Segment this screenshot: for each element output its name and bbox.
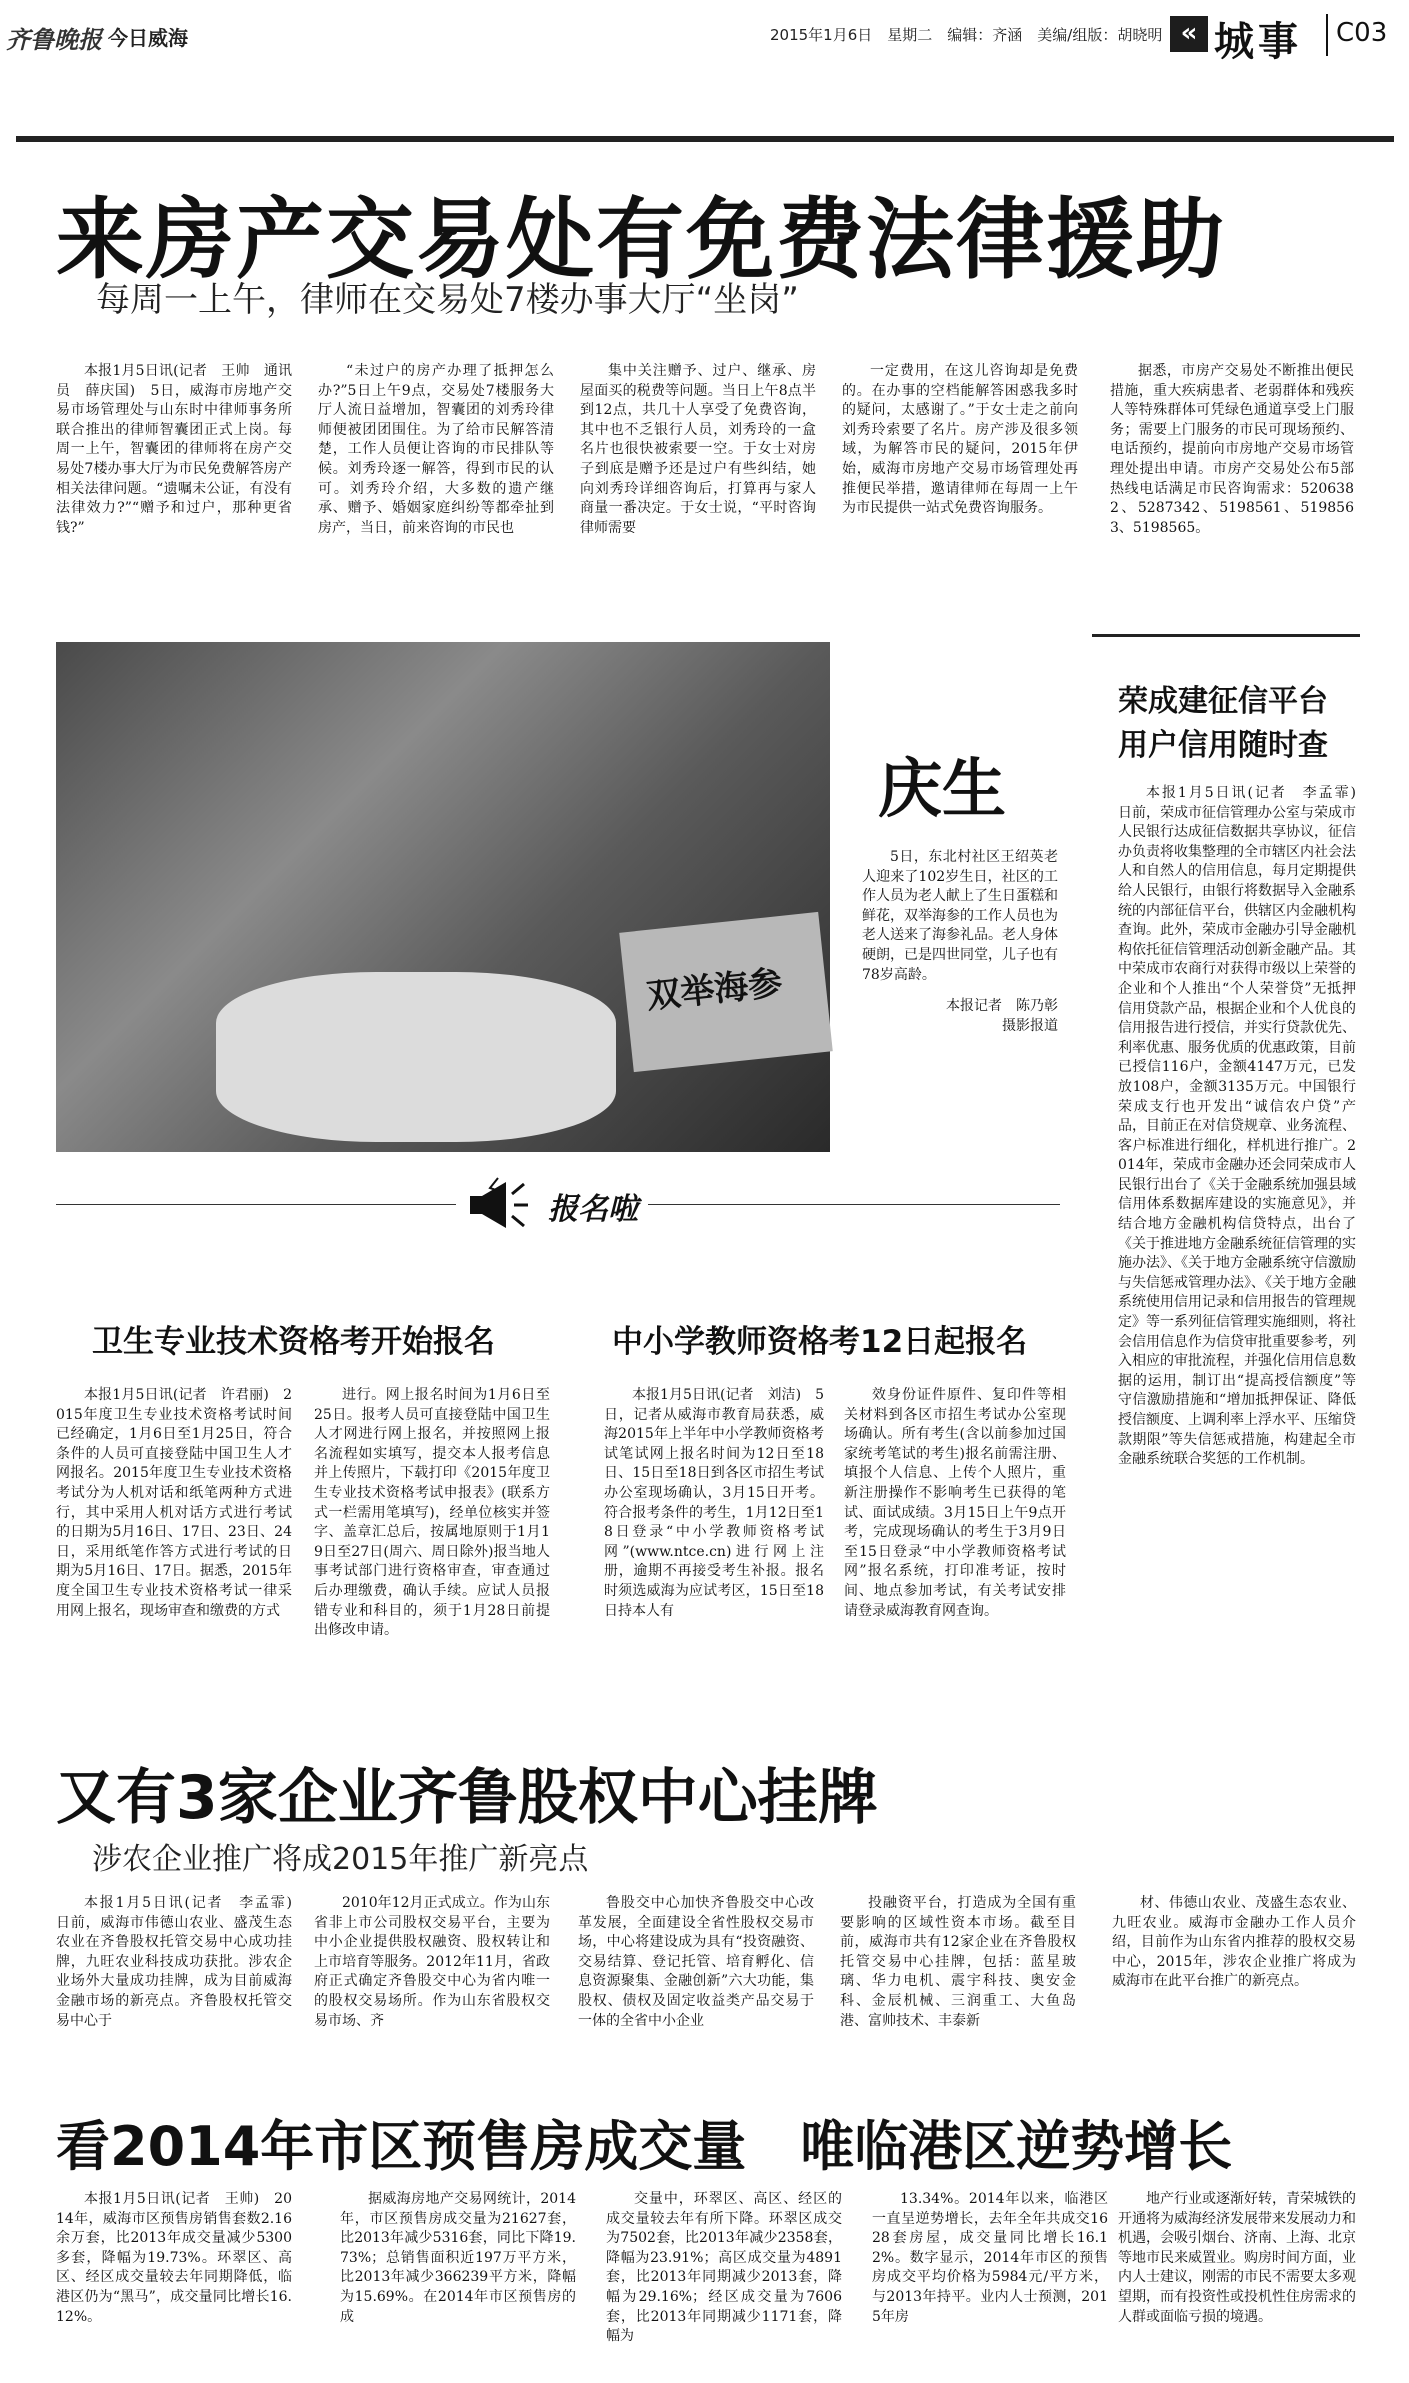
- chevron-left-icon: «: [1170, 16, 1208, 52]
- birthday-photo: [56, 642, 830, 1152]
- story1-column-2: “未过户的房产办理了抵押怎么办?”5日上午9点，交易处7楼服务大厅人流日益增加，智囊团的刘秀玲律师便被团团围住。为了给市民解答清楚，工作人员便让咨询的市民排队等候。刘秀玲逐一解答，得到市民的认可。刘秀玲介绍，大多数的遗产继承、赠予、婚姻家庭纠纷等都牵扯到房产，当日，前来咨询的市民也: [318, 363, 554, 536]
- story1-column-1: 本报1月5日讯(记者 王帅 通讯员 薛庆国) 5日，威海市房地产交易市场管理处与山东时中律师事务所联合推出的律师智囊团正式上岗。每周一上午，智囊团的律师将在房产交易处7楼办事大厅为市民免费解答房产相关法律问题。“遗嘱未公证，有没有法律效力?”“赠予和过户，那种更省钱?”: [56, 363, 292, 536]
- story2-headline: 卫生专业技术资格考开始报名: [92, 1324, 495, 1360]
- story1-subhead: 每周一上午，律师在交易处7楼办事大厅“坐岗”: [96, 280, 799, 320]
- story1-column-5: 据悉，市房产交易处不断推出便民措施，重大疾病患者、老弱群体和残疾人等特殊群体可凭绿色通道享受上门服务；需要上门服务的市民可现场预约、电话预约，提前向市房地产交易市场管理处提出申请。市房产交易处公布5部热线电话满足市民咨询需求：5206382、5287342、5198561、5198563、5198565。: [1110, 363, 1354, 536]
- masthead-rule: [16, 136, 1394, 142]
- photo-caption: 5日，东北村社区王绍英老人迎来了102岁生日，社区的工作人员为老人献上了生日蛋糕和鲜花，双举海参的工作人员也为老人送来了海参礼品。老人身体硬朗，已是四世同堂，儿子也有78岁高龄。: [862, 849, 1058, 983]
- story4-column-4: 投融资平台，打造成为全国有重要影响的区域性资本市场。截至目前，威海市共有12家企业在齐鲁股权托管交易中心挂牌，包括：蓝星玻璃、华力电机、震宇科技、奥安金科、金辰机械、三润重工、大鱼岛港、富帅技术、丰泰新: [840, 1895, 1076, 2029]
- story1-column-4: 一定费用，在这儿咨询却是免费的。在办事的空档能解答困惑我多时的疑问，太感谢了。”于女士走之前向刘秀玲索要了名片。房产涉及很多领域，为解答市民的疑问，2015年伊始，威海市房地产交易市场管理处再推便民举措，邀请律师在每周一上午为市民提供一站式免费咨询服务。: [842, 363, 1078, 517]
- story1-column-3: 集中关注赠予、过户、继承、房屋面买的税费等问题。当日上午8点半到12点，共几十人享受了免费咨询，其中也不乏银行人员，刘秀玲的一盒名片也很快被索要一空。于女士对房子到底是赠予还是过户有些纠结，她向刘秀玲详细咨询后，打算再与家人商量一番决定。于女士说，“平时咨询律师需要: [580, 363, 816, 536]
- section-name: 城事: [1214, 19, 1302, 65]
- newspaper-logo: 齐鲁晚报: [6, 25, 102, 54]
- story3-headline: 中小学教师资格考12日起报名: [612, 1324, 1028, 1360]
- sidebar-headline-line1: 荣成建征信平台: [1118, 684, 1328, 719]
- signup-label: 报名啦: [548, 1192, 638, 1227]
- story2-column-1: 本报1月5日讯(记者 许君丽) 2015年度卫生专业技术资格考试时间已经确定，1月6日至1月25日，符合条件的人员可直接登陆中国卫生人才网报名。2015年度卫生专业技术资格考试分为人机对话和纸笔两种方式进行，其中采用人机对话方式进行考试的日期为5月16日、17日、23日、24日，采用纸笔作答方式进行考试的日期为5月16日、17日。据悉，2015年度全国卫生专业技术资格考试一律采用网上报名，现场审查和缴费的方式: [56, 1387, 292, 1619]
- story4-column-5: 材、伟德山农业、茂盛生态农业、九旺农业。威海市金融办工作人员介绍，目前作为山东省内推荐的股权交易中心，2015年，涉农企业推广将成为威海市在此平台推广的新亮点。: [1112, 1895, 1356, 1990]
- sidebar-top-rule: [1092, 634, 1360, 637]
- gift-box-label: 双举海参: [644, 962, 785, 1017]
- story5-column-5: 地产行业或逐渐好转，青荣城铁的开通将为威海经济发展带来发展动力和机遇，会吸引烟台、济南、上海、北京等地市民来威置业。购房时间方面，业内人士建议，刚需的市民不需要太多观望期，而有投资性或投机性住房需求的人群或面临亏损的境遇。: [1118, 2191, 1356, 2325]
- story3-column-1: 本报1月5日讯(记者 刘洁) 5日，记者从威海市教育局获悉，威海2015年上半年中小学教师资格考试笔试网上报名时间为12日至18日、15日至18日到各区市招生考试办公室现场确认，3月15日开考。符合报考条件的考生，1月12日至18日登录“中小学教师资格考试网”(www.ntce.cn)进行网上注册，逾期不再接受考生补报。报名时须选威海为应试考区，15日至18日持本人有: [604, 1387, 824, 1619]
- cake-image: [216, 972, 616, 1142]
- story4-subhead: 涉农企业推广将成2015年推广新亮点: [92, 1842, 589, 1877]
- story2-column-2: 进行。网上报名时间为1月6日至25日。报考人员可直接登陆中国卫生人才网进行网上报名，并按照网上报名流程如实填写，提交本人报考信息并上传照片，下载打印《2015年度卫生专业技术资格考试申报表》(联系方式一栏需用笔填写)，经单位核实并签字、盖章汇总后，按属地原则于1月19日至27日(周六、周日除外)报当地人事考试部门进行资格审查，审查通过后办理缴费，确认手续。应试人员报错专业和科目的，须于1月28日前提出修改申请。: [314, 1387, 550, 1639]
- signup-rule-left: [56, 1204, 456, 1205]
- photo-title: 庆生: [878, 753, 1006, 827]
- story1-headline: 来房产交易处有免费法律援助: [56, 188, 1227, 291]
- story4-column-1: 本报1月5日讯(记者 李孟霏) 日前，威海市伟德山农业、盛茂生态农业在齐鲁股权托管交易中心成功挂牌，九旺农业科技成功获批。涉农企业场外大量成功挂牌，成为目前威海金融市场的新亮点。齐鲁股权托管交易中心于: [56, 1895, 306, 2029]
- story4-column-2: 2010年12月正式成立。作为山东省非上市公司股权交易平台，主要为中小企业提供股权融资、股权转让和上市培育等服务。2012年11月，省政府正式确定齐鲁股交中心为省内唯一的股权交易场所。作为山东省股权交易市场、齐: [314, 1895, 550, 2029]
- story5-column-3: 交量中，环翠区、高区、经区的成交量较去年有所下降。环翠区成交为7502套，比2013年减少2358套，降幅为23.91%；高区成交量为4891套，比2013年同期减少2013套，降幅为29.16%；经区成交量为7606套，比2013年同期减少1171套，降幅为: [606, 2191, 842, 2345]
- story5-column-1: 本报1月5日讯(记者 王帅) 2014年，威海市区预售房销售套数2.16余万套，比2013年成交量减少5300多套，降幅为19.73%。环翠区、高区、经区成交量较去年同期降低，临港区仍为“黑马”，成交量同比增长16.12%。: [56, 2191, 292, 2325]
- dateline: 2015年1月6日 星期二 编辑：齐涵 美编/组版：胡晓明: [770, 26, 1163, 44]
- story5-column-2: 据威海房地产交易网统计，2014年，市区预售房成交量为21627套，比2013年减少5316套，同比下降19.73%；总销售面积近197万平方米，比2013年减少366239平方米，降幅为15.69%。在2014年市区预售房的成: [340, 2191, 576, 2325]
- photo-credit: 本报记者 陈乃彰 摄影报道: [946, 998, 1058, 1034]
- edition-name: 今日威海: [108, 26, 188, 50]
- masthead-divider: [1326, 14, 1328, 56]
- story4-column-3: 鲁股交中心加快齐鲁股交中心改革发展，全面建设全省性股权交易市场，中心将建设成为具有“投资融资、交易结算、登记托管、培育孵化、信息资源聚集、金融创新”六大功能，集股权、债权及固定收益类产品交易于一体的全省中小企业: [578, 1895, 814, 2029]
- story4-headline: 又有3家企业齐鲁股权中心挂牌: [56, 1763, 878, 1833]
- megaphone-icon: [462, 1174, 532, 1234]
- page-number: C03: [1336, 18, 1388, 48]
- signup-rule-right: [648, 1204, 1060, 1205]
- story5-column-4: 13.34%。2014年以来，临港区一直呈逆势增长，去年全年共成交1628套房屋，成交量同比增长16.12%。数字显示，2014年市区的预售房成交平均价格为5984元/平方米，与2013年持平。业内人士预测，2015年房: [872, 2191, 1108, 2325]
- sidebar-headline-line2: 用户信用随时查: [1118, 728, 1328, 763]
- story3-column-2: 效身份证件原件、复印件等相关材料到各区市招生考试办公室现场确认。所有考生(含以前参加过国家统考笔试的考生)报名前需注册、填报个人信息、上传个人照片，重新注册操作不影响考生已获得的笔试、面试成绩。3月15日上午9点开考，完成现场确认的考生于3月9日至15日登录“中小学教师资格考试网”报名系统，打印准考证，按时间、地点参加考试，有关考试安排请登录威海教育网查询。: [844, 1387, 1066, 1619]
- story5-headline: 看2014年市区预售房成交量 唯临港区逆势增长: [56, 2115, 1233, 2178]
- sidebar-body: 本报1月5日讯(记者 李孟霏) 日前，荣成市征信管理办公室与荣成市人民银行达成征信数据共享协议，征信办负责将收集整理的全市辖区内社会法人和自然人的信用信息，每月定期提供给人民银行，由银行将数据导入金融系统的内部征信平台，供辖区内金融机构查询。此外，荣成市金融办引导金融机构依托征信管理活动创新金融产品。其中荣成市农商行对获得市级以上荣誉的企业和个人推出“个人荣誉贷”无抵押信用贷款产品，根据企业和个人优良的信用报告进行授信，并实行贷款优先、利率优惠、服务优质的优惠政策，目前已授信116户，金额4147万元，已发放108户，金额3135万元。中国银行荣成支行也开发出“诚信农户贷”产品，目前正在对信贷规章、业务流程、客户标准进行细化，样机进行推广。2014年，荣成市金融办还会同荣成市人民银行出台了《关于金融系统加强县域信用体系数据库建设的实施意见》，并结合地方金融机构信贷特点，出台了《关于推进地方金融系统征信管理的实施办法》、《关于地方金融系统守信激励与失信惩戒管理办法》、《关于地方金融系统使用信用记录和信用报告的管理规定》等一系列征信管理实施细则，将社会信用信息作为信贷审批重要参考，列入相应的审批流程，并强化信用信息数据的运用，制订出“提高授信额度”等守信激励措施和“增加抵押保证、降低授信额度、上调利率上浮水平、压缩贷款期限”等失信惩戒措施，构建起全市金融系统联合奖惩的工作机制。: [1118, 785, 1370, 1468]
